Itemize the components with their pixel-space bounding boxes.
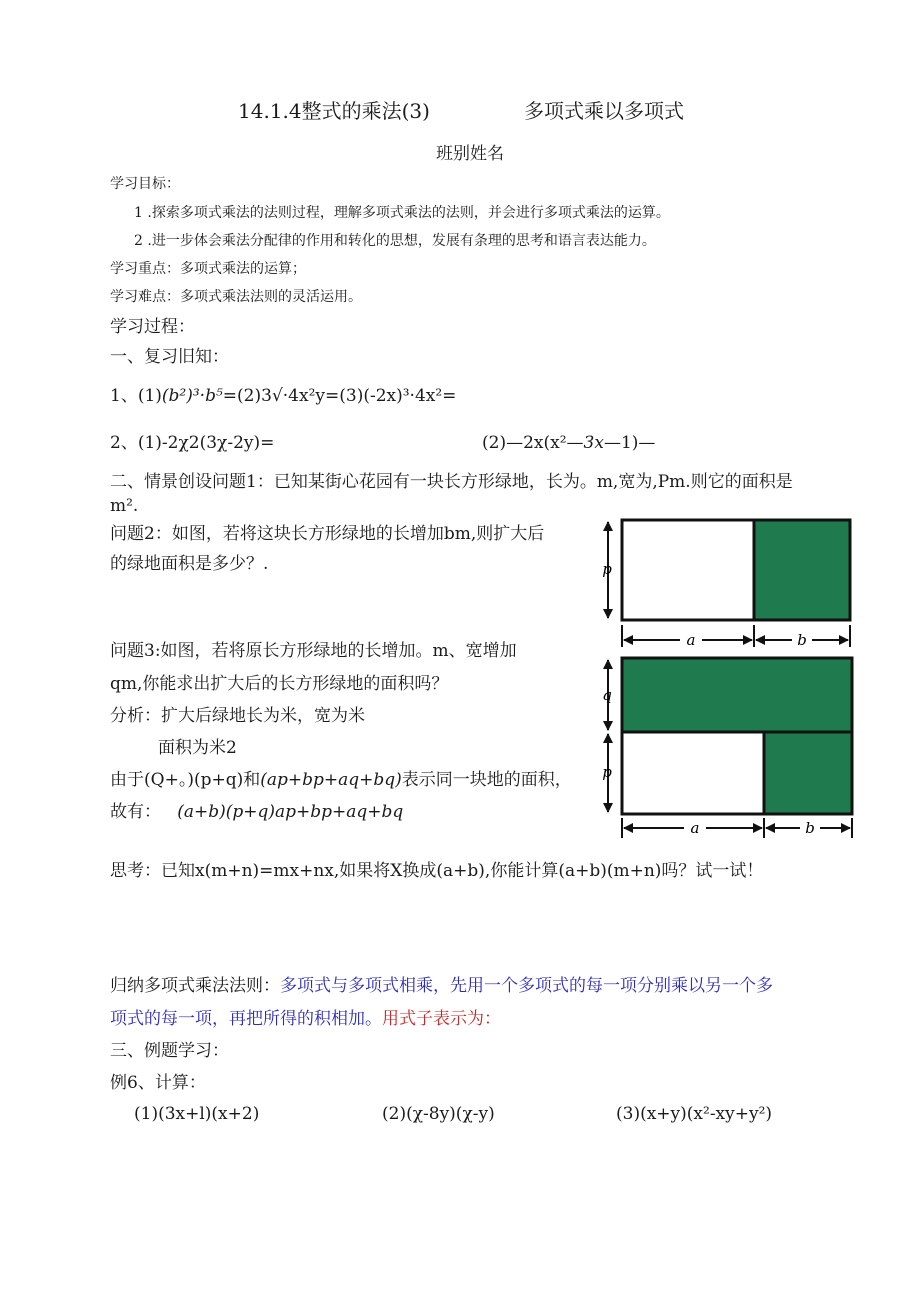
question-2-line-1: 问题2：如图，若将这块长方形绿地的长增加bm,则扩大后 <box>110 524 545 544</box>
objective-1-text: .探索多项式乘法的法则过程，理解多项式乘法的法则，并会进行多项式乘法的运算。 <box>147 205 670 221</box>
analysis-line: 分析：扩大后绿地长为米，宽为米 <box>110 706 365 726</box>
example-6-item-3: (3)(x+y)(x²-xy+y²) <box>616 1104 773 1124</box>
page-title-topic: 多项式乘以多项式 <box>524 99 684 123</box>
review-heading: 一、复习旧知： <box>110 347 229 367</box>
top-extension-green-rect <box>754 520 850 620</box>
example-6-item-1: (1)(3x+l)(x+2) <box>134 1104 260 1124</box>
review-2-right-italic: 3x <box>583 433 604 453</box>
objectives-heading: 学习目标： <box>110 176 180 192</box>
key-point: 学习重点：多项式乘法的运算； <box>110 261 306 277</box>
question-3-line-1: 问题3:如图，若将原长方形绿地的长增加。m、宽增加 <box>110 641 517 661</box>
objective-2 <box>134 230 656 252</box>
review-2-right-a: (2)—2x(x²— <box>482 433 584 453</box>
rule-text-2: 项式的每一项，再把所得的积相加。 <box>110 1009 382 1029</box>
review-question-1 <box>110 385 456 407</box>
bottom-p-label: p <box>602 763 612 781</box>
review-question-2-left: 2、(1)-2χ2(3χ-2y)= <box>110 433 275 453</box>
rule-text-red: 用式子表示为： <box>382 1009 501 1029</box>
class-name-line: 班别姓名 <box>436 144 504 164</box>
bottom-q-label: q <box>602 686 612 704</box>
rectangle-figure <box>596 512 860 842</box>
top-a-label: a <box>686 631 696 649</box>
therefore-formula: (a+b)(p+q)ap+bp+aq+bq <box>177 802 404 822</box>
process-heading: 学习过程： <box>110 317 195 337</box>
rule-text-1: 多项式与多项式相乘，先用一个多项式的每一项分别乘以另一个多 <box>280 976 773 996</box>
review-question-2-right <box>482 432 655 454</box>
review-1-italic: (b²)³·b⁵ <box>161 386 223 406</box>
objective-2-number: 2 <box>134 233 143 249</box>
therefore-line <box>110 801 403 823</box>
objective-2-text: .进一步体会乘法分配律的作用和转化的思想，发展有条理的思考和语言表达能力。 <box>147 233 656 249</box>
bottom-q-strip-green-rect <box>622 658 852 732</box>
example-6-item-2: (2)(χ-8y)(χ-y) <box>382 1104 495 1124</box>
rule-line-2 <box>110 1008 501 1030</box>
since-b: 表示同一块地的面积， <box>401 770 572 790</box>
scenario-question-1-unit: m². <box>110 496 139 516</box>
review-2-right-b: —1)— <box>603 433 656 453</box>
rule-label: 归纳多项式乘法法则： <box>110 976 280 996</box>
example-6-label: 例6、计算： <box>110 1073 206 1093</box>
top-p-label: p <box>602 560 612 578</box>
area-line: 面积为米2 <box>158 738 237 758</box>
since-italic: (ap+bp+aq+bq) <box>260 770 402 790</box>
review-1-rest: =(2)3√·4x²y=(3)(-2x)³·4x²= <box>222 386 457 406</box>
bottom-a-label: a <box>690 819 700 837</box>
difficulty: 学习难点：多项式乘法法则的灵活运用。 <box>110 289 362 305</box>
examples-heading: 三、例题学习： <box>110 1041 229 1061</box>
think-line: 思考：已知x(m+n)=mx+nx,如果将X换成(a+b),你能计算(a+b)(m+n)吗？试一试！ <box>110 861 764 881</box>
bottom-b-extension-green-rect <box>764 732 852 814</box>
since-a: 由于(Q+。)(p+q)和 <box>110 770 261 790</box>
question-3-line-2: qm,你能求出扩大后的长方形绿地的面积吗？ <box>110 674 449 694</box>
scenario-question-1: 二、情景创设问题1：已知某街心花园有一块长方形绿地，长为。m,宽为,Pm.则它的面积是 <box>110 472 793 492</box>
bottom-b-label: b <box>805 819 815 837</box>
top-b-label: b <box>797 631 807 649</box>
since-line <box>110 769 572 791</box>
question-2-line-2: 的绿地面积是多少？. <box>110 554 269 574</box>
therefore-label: 故有： <box>110 802 161 822</box>
page-title: 14.1.4整式的乘法(3) <box>238 99 430 123</box>
rule-line-1 <box>110 975 773 997</box>
objective-1-number: 1 <box>134 205 143 221</box>
objective-1 <box>134 202 670 224</box>
review-1-prefix: 1、(1) <box>110 386 162 406</box>
